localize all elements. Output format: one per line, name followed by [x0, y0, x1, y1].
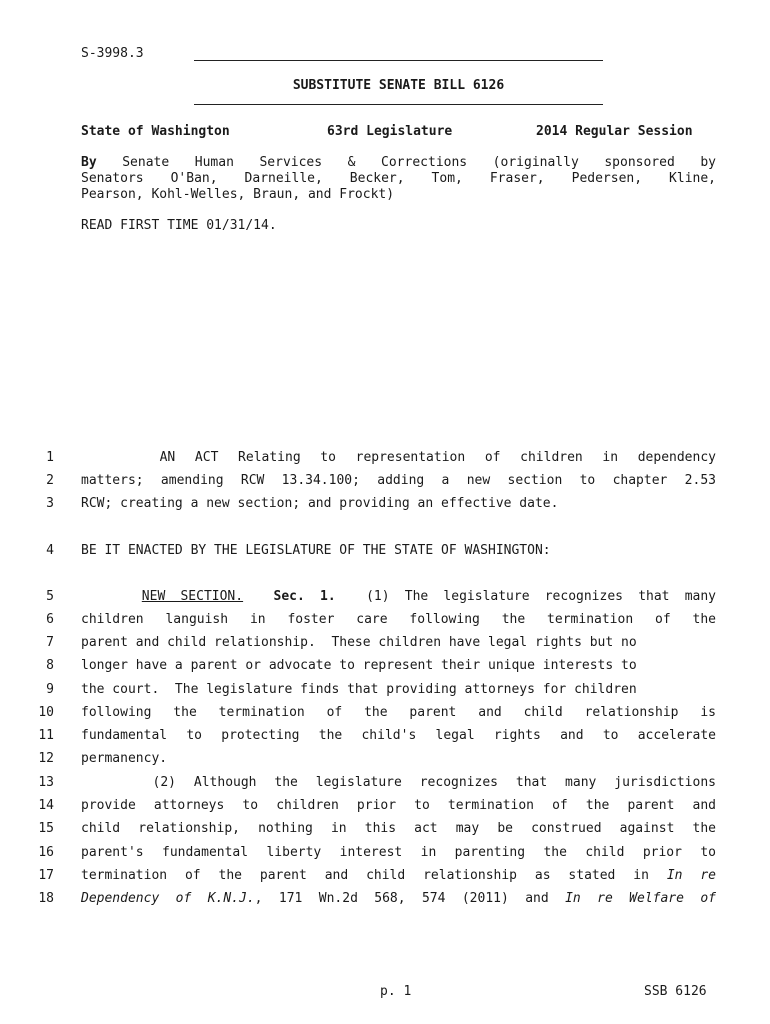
- page-number: p. 1: [380, 984, 412, 999]
- line-number: 9: [46, 682, 54, 697]
- body-line: parent and child relationship. These children have legal rights but no: [81, 635, 637, 650]
- body-line: [81, 868, 716, 884]
- body-line: parent's fundamental liberty interest in parenting the child prior to: [81, 845, 716, 860]
- line-number: 8: [46, 658, 54, 673]
- body-line: [81, 450, 716, 466]
- enacting-clause: BE IT ENACTED BY THE LEGISLATURE OF THE STATE OF WASHINGTON:: [81, 543, 551, 558]
- line-number: 3: [46, 496, 54, 511]
- line-number: 11: [38, 728, 54, 743]
- line-number: 1: [46, 450, 54, 465]
- doc-code: S-3998.3: [81, 46, 144, 61]
- state-name: State of Washington: [81, 124, 230, 139]
- indent: [81, 775, 153, 790]
- case-citation: In re: [666, 868, 716, 883]
- case-citation: Dependency of K.N.J.: [81, 891, 255, 906]
- body-line: children languish in foster care following the termination of the: [81, 612, 716, 627]
- body-line: [81, 589, 716, 605]
- line-number: 13: [38, 775, 54, 790]
- sponsors-line-1: [81, 155, 716, 171]
- line-number: 14: [38, 798, 54, 813]
- body-text: AN ACT Relating to representation of children in dependency: [159, 450, 716, 465]
- line-number: 2: [46, 473, 54, 488]
- case-citation: In re Welfare of: [565, 891, 716, 906]
- header-rule-top: [194, 60, 603, 61]
- body-text: (1) The legislature recognizes that many: [366, 589, 717, 604]
- new-section-label: NEW SECTION.: [141, 589, 244, 604]
- legislature: 63rd Legislature: [327, 124, 453, 139]
- body-line: following the termination of the parent and child relationship is: [81, 705, 716, 720]
- by-label: By: [81, 155, 97, 170]
- section-number: Sec. 1.: [273, 589, 336, 604]
- read-first-time: READ FIRST TIME 01/31/14.: [81, 218, 277, 233]
- sponsors-line-2: Senators O'Ban, Darneille, Becker, Tom, Fraser, Pedersen, Kline,: [81, 171, 716, 186]
- indent: [81, 450, 160, 465]
- line-number: 6: [46, 612, 54, 627]
- body-line: [81, 891, 716, 907]
- body-line: the court. The legislature finds that providing attorneys for children: [81, 682, 637, 697]
- spacer: [336, 589, 366, 604]
- body-line: longer have a parent or advocate to represent their unique interests to: [81, 658, 637, 673]
- line-number: 17: [38, 868, 54, 883]
- sponsors-line-3: Pearson, Kohl-Welles, Braun, and Frockt): [81, 187, 395, 202]
- body-line: provide attorneys to children prior to termination of the parent and: [81, 798, 716, 813]
- body-line: permanency.: [81, 751, 168, 766]
- session: 2014 Regular Session: [536, 124, 693, 139]
- body-text: , 171 Wn.2d 568, 574 (2011) and: [254, 891, 549, 906]
- body-text: (2) Although the legislature recognizes that many jurisdictions: [152, 775, 716, 790]
- body-line: matters; amending RCW 13.34.100; adding a new section to chapter 2.53: [81, 473, 716, 488]
- spacer: [243, 589, 273, 604]
- body-line: RCW; creating a new section; and providing an effective date.: [81, 496, 559, 511]
- indent: [81, 589, 142, 604]
- line-number: 15: [38, 821, 54, 836]
- body-line: [81, 775, 716, 791]
- line-number: 16: [38, 845, 54, 860]
- line-number: 5: [46, 589, 54, 604]
- sponsors-line-1-text: Senate Human Services & Corrections (originally sponsored by: [122, 155, 717, 170]
- body-text: termination of the parent and child relationship as stated in: [81, 868, 649, 883]
- footer-bill-id: SSB 6126: [644, 984, 707, 999]
- line-number: 18: [38, 891, 54, 906]
- line-number: 10: [38, 705, 54, 720]
- line-number: 4: [46, 543, 54, 558]
- body-line: child relationship, nothing in this act may be construed against the: [81, 821, 716, 836]
- bill-title: SUBSTITUTE SENATE BILL 6126: [292, 78, 505, 93]
- body-line: fundamental to protecting the child's legal rights and to accelerate: [81, 728, 716, 743]
- line-number: 7: [46, 635, 54, 650]
- header-rule-bottom: [194, 104, 603, 105]
- line-number: 12: [38, 751, 54, 766]
